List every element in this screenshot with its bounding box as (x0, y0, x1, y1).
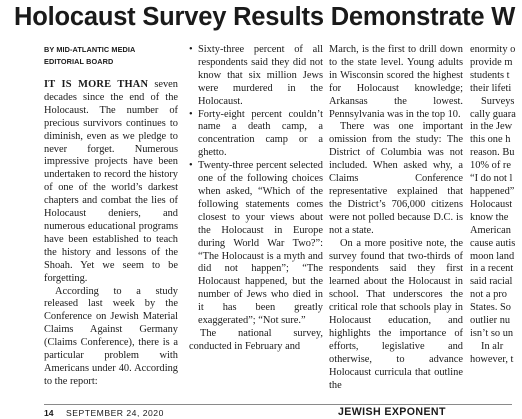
lead-in: IT IS MORE THAN (44, 79, 149, 90)
article-column-1 (44, 44, 178, 387)
text-line: Surveys (481, 95, 515, 107)
paragraph: March, is the first to drill down to the state level. Young adults in Wisconsin scored the highest for Holocaust knowledge; Arkansas the lowest. Pennsylvania was in the top 10. (329, 44, 463, 120)
article-column-3 (329, 44, 463, 391)
text-line: States. So (470, 302, 511, 314)
text-line: reason. Bu (470, 147, 515, 159)
text-line: in the Jew (470, 121, 513, 133)
paragraph: The national survey, conducted in February and (189, 327, 323, 352)
list-item: • Forty-eight percent couldn’t name a death camp, a concentration camp or a ghetto. (189, 109, 323, 161)
text-line: outlier nu (470, 315, 511, 327)
article-column-2 (189, 44, 323, 384)
paragraph: According to a study released last week by the Conference on Jewish Material Claims Against Germany (Claims Conference), there is a particular problem with Americans under 40. According to the report: (44, 285, 178, 387)
publication-name: JEWISH EXPONENT (338, 406, 446, 418)
text-line: 10% of re (470, 160, 511, 172)
text-line: cally guara (470, 108, 516, 120)
list-item: • Twenty-three percent selected one of the following choices when asked, “Which of the following statements comes closest to your views about the Holocaust in Europe during World War Two?”: “The Holocaust is a myth and did not happen”; “The Holocaust happened, but the number of Jews who died in it has been greatly exaggerated”; “Not sure.” (189, 160, 323, 328)
headline: Holocaust Survey Results Demonstrate W (14, 3, 516, 31)
text-line: “I do not l (470, 173, 513, 185)
byline-line-2: EDITORIAL BOARD (44, 56, 114, 66)
survey-findings-list (189, 44, 323, 328)
text-line: this one h (470, 134, 511, 146)
list-item: • Sixty-three percent of all respondents said they did not know that six million Jews were murdered in the Holocaust. (189, 44, 323, 109)
text-line: moon land (470, 250, 515, 262)
text-line: enormity o (470, 44, 516, 55)
text-line: their lifeti (470, 82, 512, 94)
paragraph: There was one important omission from the study: The District of Columbia was not included. When asked why, a Claims Conference representative explained that the District’s 706,000 citizens were not polled because D.C. is not a state. (329, 121, 463, 236)
byline-line-1: BY MID-ATLANTIC MEDIA (44, 45, 136, 54)
article-column-4 (470, 44, 522, 384)
page-number: 14 (44, 408, 54, 418)
text-line: In alr (481, 340, 504, 352)
text-line: said racial (470, 276, 513, 288)
text-line: not a pro (470, 289, 507, 301)
issue-date: SEPTEMBER 24, 2020 (66, 408, 164, 418)
text-line: students t (470, 69, 510, 81)
paragraph: On a more positive note, the survey found that two-thirds of respondents said they first learned about the Holocaust in school. That underscores the critical role that schools play in Holocaust education, and highlights the importance of efforts, legislative and otherwise, to advance Holocaust curricula that outline the (329, 237, 463, 391)
text-line: Holocaust (470, 198, 513, 210)
text-line: happened” (470, 185, 515, 197)
text-line: in a recent (470, 263, 514, 275)
text-line: however, t (470, 353, 514, 365)
text-line: know the (470, 211, 509, 223)
text-line: American (470, 224, 511, 236)
lead-paragraph (44, 79, 178, 286)
page-footer (44, 404, 512, 419)
byline (44, 44, 178, 67)
text-line: isn’t so un (470, 327, 514, 339)
text-line: provide m (470, 56, 513, 68)
lead-paragraph-text: seven decades since the end of the Holocaust. The number of precious survivors continues to diminish, even as we pledge to never forget. Numerous impressive projects have been undertaken to record the history of one of the world’s darkest chapters and combat the lies of Holocaust deniers, and numerous educational programs have been established to teach the history and lessons of the Shoah. Yet we seem to be forgetting. (44, 79, 178, 284)
text-line: cause autis (470, 237, 516, 249)
